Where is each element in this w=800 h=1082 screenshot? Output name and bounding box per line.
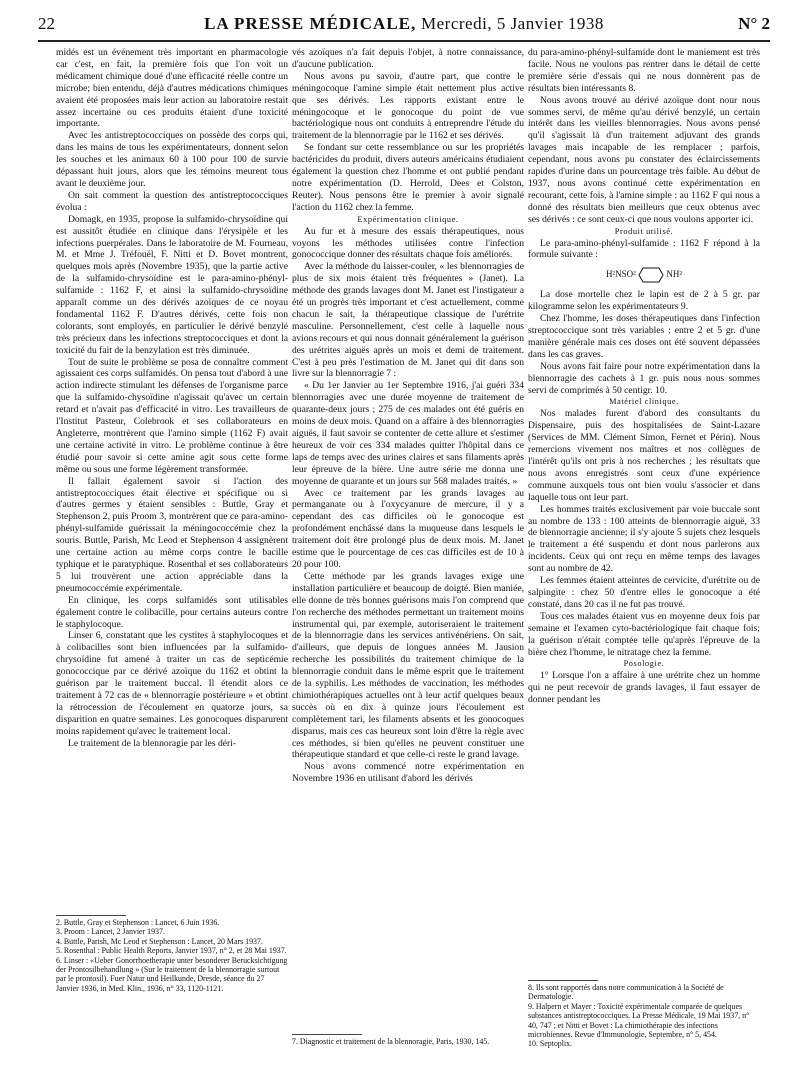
paragraph: On sait comment la question des antistreptococciques évolua : [56, 189, 288, 213]
footnote: 2. Buttle, Gray et Stephenson : Lancet, 6 Juin 1936. [56, 918, 220, 927]
issue-number: N° 2 [738, 14, 770, 33]
paragraph: « Du 1er Janvier au 1er Septembre 1916, j'ai guéri 334 blennorragies avec une durée moyenne de traitement de quarante-deux jours ; 275 de ces malades ont été guéris en moins de deux mois. Quand on a affaire à des blennorragies aiguës, il faut savoir se contenter de cette allure et s'estimer heureux de voir ces 334 malades quitter l'hôpital dans ce laps de temps avec des urines claires et sans filaments après leur épreuve de la bière. Une autre série me donna une moyenne de quarante et un jours sur 568 malades traités. » [292, 380, 524, 487]
paragraph: Au fur et à mesure des essais thérapeutiques, nous voyons les méthodes utilisées contre l'infection gonococcique donner des résultats chaque fois améliorés. [292, 225, 524, 261]
footnote: 3. Proom : Lancet, 2 Janvier 1937. [56, 927, 165, 937]
section-heading: Posologie. [623, 659, 665, 669]
page-number: 22 [38, 14, 55, 33]
publication-name: LA PRESSE MÉDICALE, [204, 14, 417, 33]
paragraph: Cette méthode par les grands lavages exige une installation particulière et beaucoup de doigté. Bien maniée, elle donne de très bonnes guérisons mais l'on comprend que l'on recherche des méthodes permettant un traitement moins instrumental qui, par exemple, autoriseraient le traitement de la blennorragie dans les services antivénériens. On sait, d'ailleurs, que depuis de longues années M. Jausion recherche les possibilités du traitement chimique de la blennorragie conduit dans le même esprit que le traitement de la syphilis. Les méthodes de vaccination, les méthodes chimiothérapiques actuelles ont à leur actif quelques beaux succès où en dix à quinze jours l'écoulement est complètement tari, les filaments absents et les gonocoques disparus, mais ces cas heureux sont loin d'être la règle avec ces méthodes, si bien qu'elles ne peuvent constituer une thérapeutique standard et que celle-ci reste le grand lavage. [292, 570, 524, 761]
section-heading: Expérimentation clinique. [357, 214, 459, 224]
column-3 [528, 47, 760, 706]
paragraph: Il fallait également savoir si l'action des antistreptococciques était élective et spécifique ou si d'autres germes y étaient sensibles : Buttle, Gray et Stephenson 2, puis Proom 3, montrèrent que ce para-amino-phényl-sulfamide guérissait la méningococcémie chez la souris. Buttle, Parish, Mc Leod et Stephenson 4 assignèrent une certaine action au même corps contre le bacille typhique et le paratyphique. Rosenthal et ses collaborateurs 5 lui trouvèrent une action appréciable dans la pneumococcémie expérimentale. [56, 475, 288, 594]
paragraph: Nous avons commencé notre expérimentation en Novembre 1936 en utilisant d'abord les dérivés [292, 761, 524, 785]
paragraph: La dose mortelle chez le lapin est de 2 à 5 gr. par kilogramme selon les expérimentateurs 9. [528, 289, 760, 313]
paragraph: Avec les antistreptococciques on possède des corps qui, dans les mains de tous les expérimentateurs, donnent selon les souches et les animaux 60 à 100 pour 100 de survie dépassant huit jours, alors que les témoins meurent tous avant le deuxième jour. [56, 130, 288, 189]
running-title [38, 14, 770, 34]
footnote: 4. Buttle, Parish, Mc Leod et Stephenson : Lancet, 20 Mars 1937. [56, 936, 263, 946]
footnotes-column-1 [56, 915, 288, 993]
footnotes-column-3 [528, 980, 760, 1049]
formula-right: NH² [666, 269, 683, 280]
footnote: 6. Linser : «Ueber Gonorrhoetherapie unter besonderer Berucksichtigung der Prontosilbehandlung » (Sur le traitement de la blennorragie surtout par le prontosil). Fuer Natur und Heilkunde, Dresde, séance du 27 Janvier 1936, in Med. Klin., 1936, n° 33, 1120-1121. [56, 955, 288, 993]
benzene-ring-icon [638, 267, 664, 283]
footnote-rule [56, 915, 126, 916]
footnote-rule [292, 1034, 362, 1035]
footnote-rule [528, 980, 598, 981]
footnotes-column-2 [292, 1034, 524, 1046]
footnote: 10. Septoplix. [528, 1039, 573, 1049]
paragraph: Se fondant sur cette ressemblance ou sur les propriétés bactéricides du produit, divers auteurs américains étudiaient également la question chez l'homme et ont publié pendant notre expérimentation (D. Herrold, Dees et Colston, Reuter). Nous pensons être le premier à avoir signalé l'action du 1162 chez la femme. [292, 142, 524, 213]
paragraph: du para-amino-phényl-sulfamide dont le maniement est très facile. Nous ne voulons pas rentrer dans le détail de cette première série d'essais qui ne nous donnèrent pas de résultats bien intéressants 8. [528, 47, 760, 94]
paragraph: Les hommes traités exclusivement par voie buccale sont au nombre de 133 : 100 atteints de blennorragie aiguë, 33 de blennorragie ancienne; il s'y ajoute 5 sujets chez lesquels le traitement a été suspendu et dont nous parlerons aux incidents. Ceux qui ont reçu en même temps des lavages sont au nombre de 42. [528, 503, 760, 575]
section-heading: Matériel clinique. [609, 397, 679, 407]
footnote: 8. Ils sont rapportés dans notre communication à la Société de Dermatologie. [528, 983, 724, 1002]
paragraph: 1° Lorsque l'on a affaire à une urétrite chez un homme qui ne peut recevoir de grands lavages, il faut essayer de donner pendant les [528, 670, 760, 706]
paragraph: Nous avons trouvé au dérivé azoïque dont nour nous sommes servi, de même qu'au dérivé benzylé, un certain intérêt dans les vieilles blennorragies. Nous avons pensé qu'il s'agissait là d'un traitement adjuvant des grands lavages mais incapable de les remplacer ; parfois, cependant, nous avons pu constater des éclaircissements rapides d'urine dans un pourcentage très faible. Au début de 1937, nous avons continué cette expérimentation en recourant, cette fois, à l'amine simple : au 1162 F qui nous a donné des résultats bien meilleurs que ceux obtenus avec ses dérivés : ce sont ceux-ci que nous voulons apporter ici. [528, 94, 760, 225]
paragraph: Tous ces malades étaient vus en moyenne deux fois par semaine et l'examen cyto-bactériologique fait chaque fois; la guérison n'était comptée telle qu'après l'épreuve de la bière chez l'homme, le nitratage chez la femme. [528, 610, 760, 658]
paragraph: Avec la méthode du laisser-couler, « les blennorragies de plus de six mois étaient très fréquentes » (Janet). La méthode des grands lavages dont M. Janet est l'instigateur a été un progrès très important et c'est actuellement, comme chacun le sait, la thérapeutique classique de l'urétrite masculine. Personnellement, c'est celle à laquelle nous avions recours et qui nous donnait généralement la guérison des urétrites aiguës après un mois et demi de traitement. C'est à peu près l'estimation de M. Janet qui dit dans son livre sur la blennorragie 7 : [292, 261, 524, 380]
footnote: 5. Rosenthal : Public Health Reports, Janvier 1937, n° 2, et 28 Mai 1937. [56, 946, 287, 956]
footnote: 7. Diagnostic et traitement de la blennoragie, Paris, 1930, 145. [292, 1037, 490, 1046]
column-2 [292, 47, 524, 785]
paragraph: vés azoïques n'a fait depuis l'objet, à notre connaissance, d'aucune publication. [292, 47, 524, 70]
paragraph: Le traitement de la blennoragie par les déri- [68, 737, 237, 749]
formula-left: H²NSO² [605, 269, 636, 280]
paragraph: Nous avons pu savoir, d'autre part, que contre le méningocoque l'amine simple était nettement plus active que ses dérivés. Les rapports existant entre le méningocoque et le gonocoque du point de vue bactériologique nous ont conduits à entreprendre l'étude du traitement de la blennorragie par le 1162 et ses dérivés. [292, 70, 524, 142]
paragraph: En clinique, les corps sulfamidés sont utilisables également contre le colibacille, pour certains auteurs contre le staphylocoque. [56, 594, 288, 630]
paragraph: Linser 6, constatant que les cystites à staphylocoques et à colibacilles sont bien influencées par la sulfamido-chrysoïdine fut amené à traiter un cas de septicémie gonococcique par ce dérivé azoïque du 1162 et obtint la guérison par le traitement buccal. Il étendit alors ce traitement à 72 cas de « blennorragie postérieure » et obtint la rétrocession de l'écoulement en quatorze jours, sa disparition en quatre semaines. Les gonocoques disparurent moins rapidement qu'avec le traitement local. [56, 630, 288, 737]
page-header [38, 12, 770, 42]
chemical-formula [528, 267, 760, 283]
paragraph: Tout de suite le problème se posa de connaître comment agissaient ces corps sulfamidés. On pensa tout d'abord à une action indirecte stimulant les défenses de l'organisme parce que la sulfamido-chysoïdine n'agissait qu'avec un certain retard et n'avait pas d'efficacité in vitro. Les travailleurs de l'Institut Pasteur, Colebrook et ses collaborateurs en Angleterre, montrèrent que l'amino simple (1162 F) avait une certaine activité in vitro. Le problème continue à être étudié pour savoir si cette amine agit sous cette forme même ou sous une forme légèrement transformée. [56, 356, 288, 475]
footnote: 9. Halpern et Mayer : Toxicité expérimentale comparée de quelques substances antistreptococciques. La Presse Médicale, 19 Mai 1937, n° 40, 747 ; et Nitti et Bovet : La chimiothérapie des infections microbiennes. Revue d'Immunologie, Septembre, n° 5, 454. [528, 1001, 750, 1040]
paragraph: Avec ce traitement par les grands lavages au permanganate ou à l'oxycyanure de mercure, il y a cependant des cas difficiles où le gonocoque est profondément enchâssé dans la muqueuse dans lesquels le traitement doit être prolongé plus de deux mois. M. Janet estime que le pourcentage de ces cas difficiles est de 10 à 20 pour 100. [292, 487, 524, 570]
paragraph: Le para-amino-phényl-sulfamide : 1162 F répond à la formule suivante : [528, 237, 760, 261]
issue-date: Mercredi, 5 Janvier 1938 [421, 14, 604, 33]
paragraph: Les femmes étaient atteintes de cervicite, d'urétrite ou de salpingite : chez 50 d'entre elles le gonocoque a été constaté, dans 20 cas il ne fut pas trouvé. [528, 575, 760, 610]
paragraph: Domagk, en 1935, propose la sulfamido-chrysoïdine qui est aussitôt étudiée en clinique dans l'érysipèle et les infections puerpérales. Dans le laboratoire de M. Fourneau, M. et Mme J. Tréfouël, F. Nitti et D. Bovet montrent, quelques mois après (Novembre 1935), que la partie active de la sulfamido-chrysoïdine est le para-amino-phényl-sulfamide : 1162 F, et ainsi la sulfamido-chrysoïdine apparaît comme un des dérivés azoïques de ce noyau fondamental 1162 F. D'autres dérivés, cette fois non colorants, sont employés, en particulier le dérivé benzylé très précieux dans les infections streptococciques et dont la toxicité du fait de la benzylation est très diminuée. [56, 213, 288, 356]
section-heading: Produit utilisé. [614, 226, 674, 236]
paragraph: Nous avons fait faire pour notre expérimentation dans la blennorragie des cachets à 1 gr. puis nous nous sommes servi de comprimés à 50 centigr. 10. [528, 360, 760, 396]
paragraph: Nos malades furent d'abord des consultants du Dispensaire, puis des hospitalisées de Saint-Lazare (Services de MM. Clément Simon, Fernet et Périn). Nous remercions vivement nos maîtres et nos collègues de l'intérêt qu'ils ont pris à nos recherches ; les résultats que nous avons enregistrés sont ceux d'une expérience commune auxquels tous ont bien voulu s'associer et dans laquelle tous ont leur part. [528, 408, 760, 503]
paragraph: midés est un événement très important en pharmacologie car c'est, en fait, la première fois que l'on voit un médicament chimique doué d'une efficacité réelle contre un microbe; bien entendu, déjà d'autres médications chimiques avaient été proposées mais leur action au laboratoire restait assez incertaine ou ces produits étaient d'une toxicité importante. [56, 47, 288, 130]
paragraph: Chez l'homme, les doses thérapeutiques dans l'infection streptococcique sont très variables : entre 2 et 5 gr. d'une manière générale mais ces doses ont été souvent dépassées dans les cas graves. [528, 313, 760, 360]
column-1 [56, 47, 288, 749]
